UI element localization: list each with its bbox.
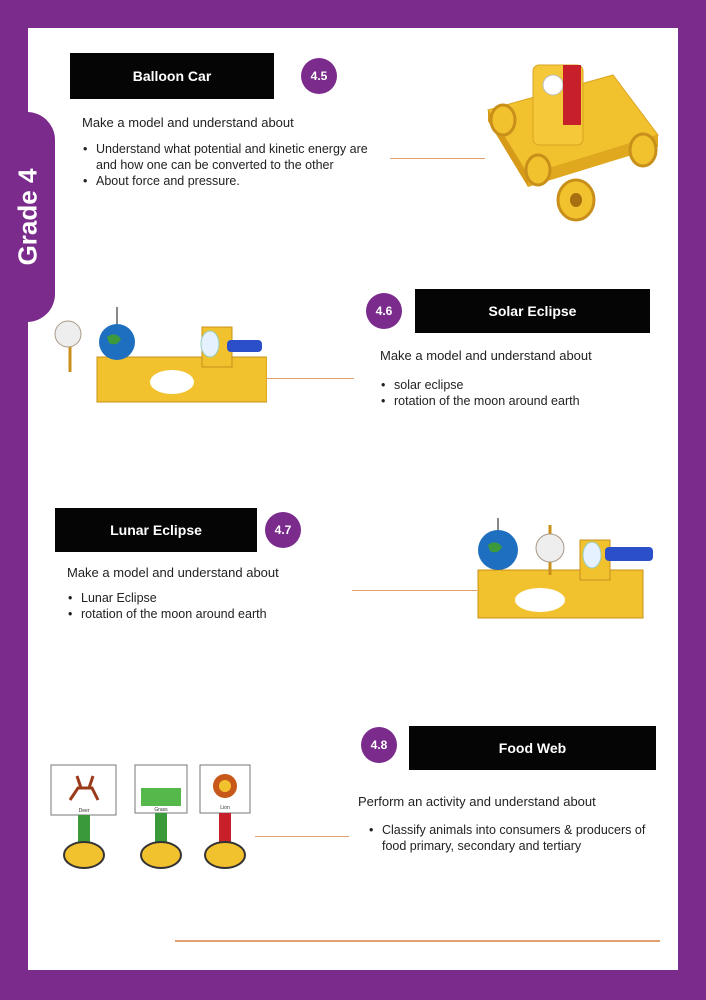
- connector-line: [352, 590, 477, 591]
- list-item: • rotation of the moon around earth: [67, 606, 337, 622]
- activity-number-badge: 4.7: [265, 512, 301, 548]
- list-item: • Classify animals into consumers & producers of food primary, secondary and tertiary: [368, 822, 648, 854]
- bullet-list: [82, 141, 377, 189]
- card-intro: Make a model and understand about: [67, 565, 279, 580]
- list-item: • solar eclipse: [380, 377, 640, 393]
- food-web-card-label-deer: Deer: [78, 808, 90, 814]
- card-title: Lunar Eclipse: [55, 508, 257, 552]
- food-web-card-label-grass: Grass: [154, 807, 168, 813]
- card-intro: Make a model and understand about: [380, 348, 592, 363]
- lunar-eclipse-model-image: [470, 515, 660, 625]
- solar-eclipse-model-image: [52, 302, 267, 412]
- list-item: • Lunar Eclipse: [67, 590, 337, 606]
- card-title: Solar Eclipse: [415, 289, 650, 333]
- footer-divider: [175, 940, 660, 942]
- bullet-list: [67, 590, 337, 622]
- card-title: Food Web: [409, 726, 656, 770]
- food-web-stands-image: [45, 760, 255, 875]
- bullet-list: [380, 377, 640, 409]
- bullet-list: [368, 822, 648, 854]
- card-intro: Make a model and understand about: [82, 115, 294, 130]
- activity-number-badge: 4.8: [361, 727, 397, 763]
- list-item: • About force and pressure.: [82, 173, 377, 189]
- balloon-car-model-image: [478, 55, 668, 225]
- connector-line: [390, 158, 485, 159]
- connector-line: [255, 836, 349, 837]
- food-web-card-label-lion: Lion: [220, 805, 230, 811]
- grade-label: Grade 4: [12, 168, 43, 266]
- card-intro: Perform an activity and understand about: [358, 794, 596, 809]
- card-title: Balloon Car: [70, 53, 274, 99]
- list-item: • Understand what potential and kinetic energy are and how one can be converted to the other: [82, 141, 377, 173]
- activity-number-badge: 4.5: [301, 58, 337, 94]
- activity-number-badge: 4.6: [366, 293, 402, 329]
- list-item: • rotation of the moon around earth: [380, 393, 640, 409]
